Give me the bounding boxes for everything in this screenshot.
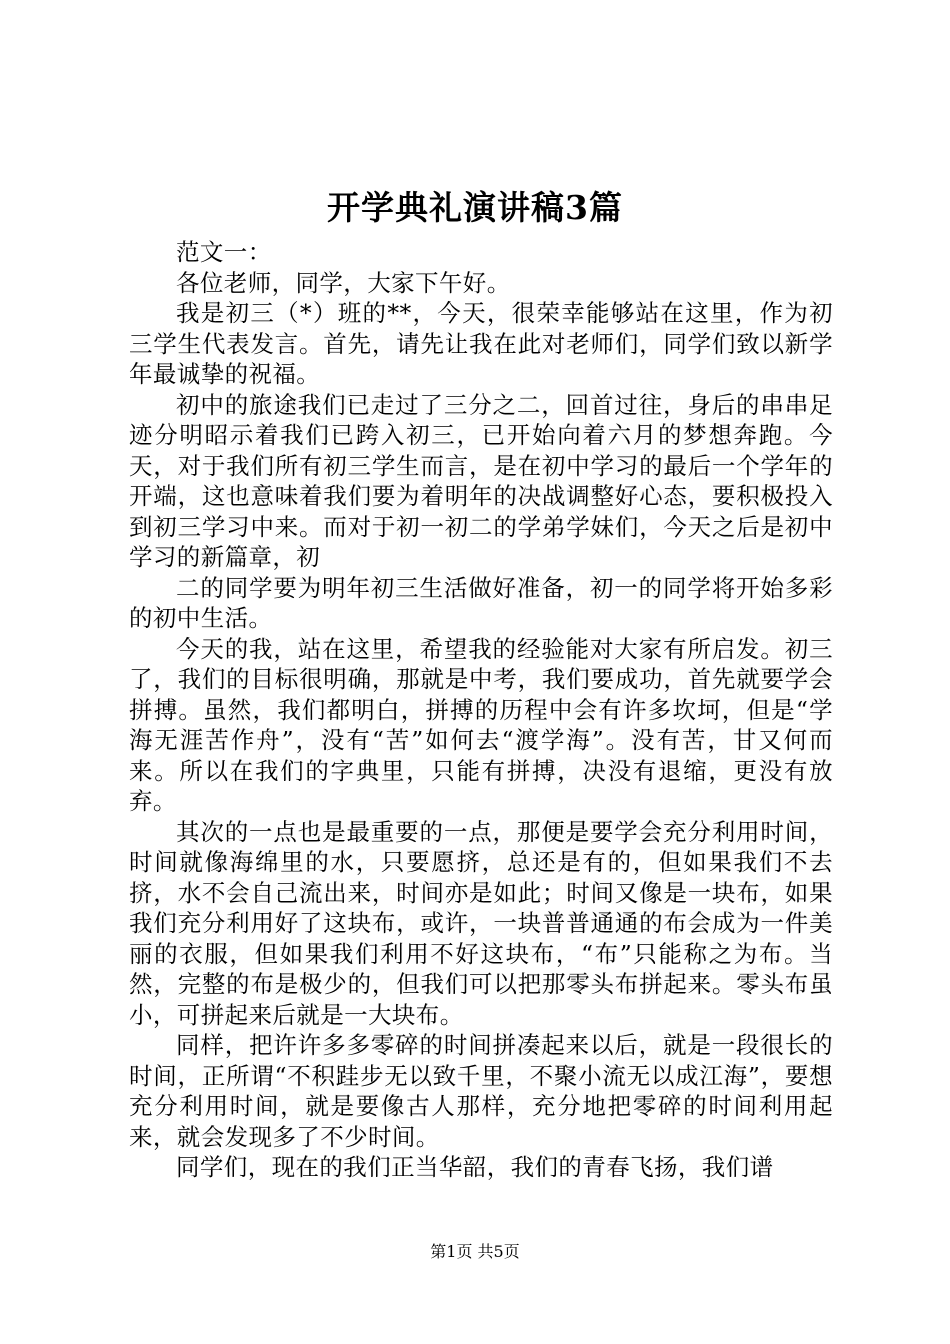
paragraph: 其次的一点也是最重要的一点，那便是要学会充分利用时间，时间就像海绵里的水，只要愿挤，总还是有的，但如果我们不去挤，水不会自己流出来，时间亦是如此；时间又像是一块布，如果我们充分利用好了这块布，或许，一块普普通通的布会成为一件美丽的衣服，但如果我们利用不好这块布，“布”只能称之为布。当然，完整的布是极少的，但我们可以把那零头布拼起来。零头布虽小，可拼起来后就是一大块布。: [129, 817, 833, 1029]
paragraph: 同学们，现在的我们正当华韶，我们的青春飞扬，我们谱: [176, 1153, 774, 1181]
paragraph: 我是初三（*）班的**，今天，很荣幸能够站在这里，作为初三学生代表发言。首先，请先让我在此对老师们，同学们致以新学年最诚挚的祝福。: [129, 299, 833, 388]
paragraph: 今天的我，站在这里，希望我的经验能对大家有所启发。初三了，我们的目标很明确，那就是中考，我们要成功，首先就要学会拼搏。虽然，我们都明白，拼搏的历程中会有许多坎坷，但是“学海无涯苦作舟”，没有“苦”如何去“渡学海”。没有苦，甘又何而来。所以在我们的字典里，只能有拼搏，决没有退缩，更没有放弃。: [129, 634, 833, 815]
paragraph: 二的同学要为明年初三生活做好准备，初一的同学将开始多彩的初中生活。: [129, 573, 833, 632]
paragraph: 同样，把许许多多零碎的时间拼凑起来以后，就是一段很长的时间，正所谓“不积跬步无以致千里，不聚小流无以成江海”，要想充分利用时间，就是要像古人那样，充分地把零碎的时间利用起来，就会发现多了不少时间。: [129, 1031, 833, 1151]
document-title: 开学典礼演讲稿3篇: [327, 188, 623, 227]
paragraph: 各位老师，同学，大家下午好。: [176, 268, 511, 297]
paragraph: 范文一：: [176, 238, 272, 266]
document-body: [129, 237, 833, 1183]
paragraph: 初中的旅途我们已走过了三分之二，回首过往，身后的串串足迹分明昭示着我们已跨入初三，已开始向着六月的梦想奔跑。今天，对于我们所有初三学生而言，是在初中学习的最后一个学年的开端，这也意味着我们要为着明年的决战调整好心态，要积极投入到初三学习中来。而对于初一初二的学弟学妹们，今天之后是初中学习的新篇章，初: [129, 390, 833, 571]
page-footer: 第1页 共5页: [430, 1242, 520, 1261]
